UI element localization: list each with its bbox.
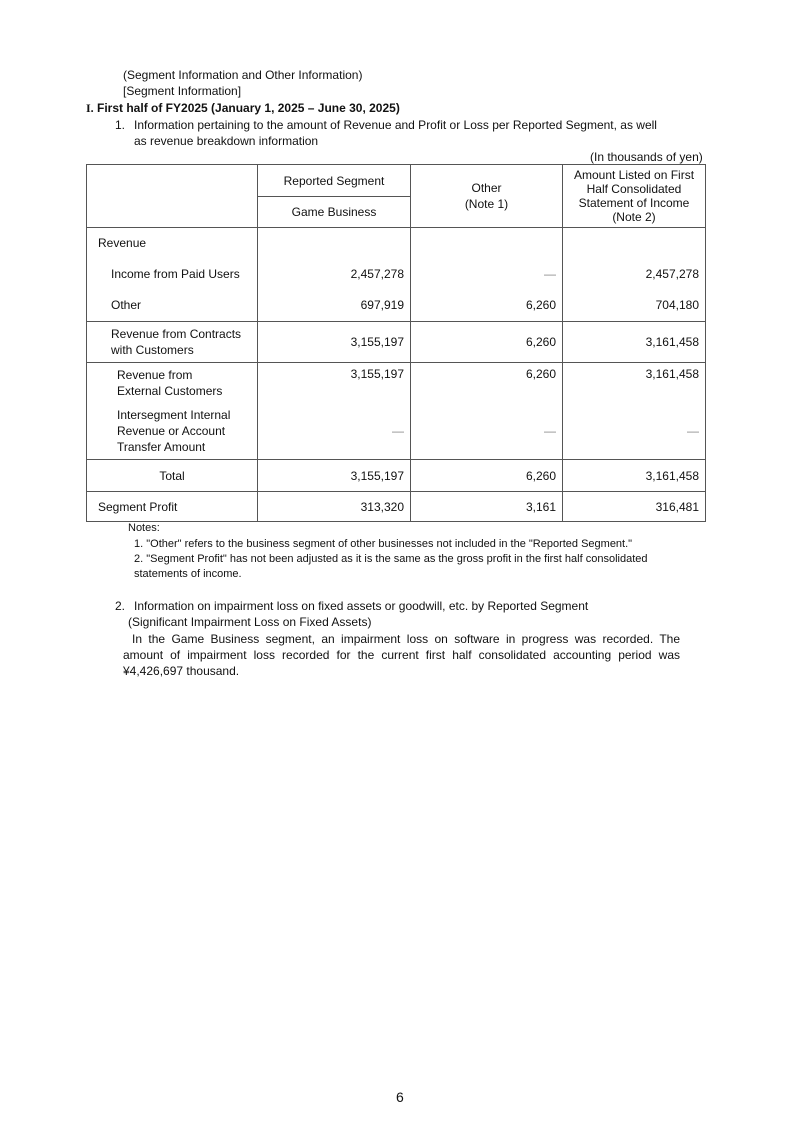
table-row (87, 403, 706, 460)
page-number: 6 (396, 1089, 404, 1105)
notes-title: Notes: (128, 522, 160, 534)
item1-text-line1: Information pertaining to the amount of Revenue and Profit or Loss per Reported Segment, as well (134, 118, 657, 132)
section-numeral: I. (86, 101, 94, 115)
header-amount-line1: Amount Listed on First (573, 168, 695, 182)
other-revenue-label: Other (87, 289, 258, 322)
paid-users-label: Income from Paid Users (87, 259, 258, 289)
segment-table (86, 164, 706, 522)
header-game-business: Game Business (258, 197, 411, 228)
other-revenue-amount: 704,180 (563, 289, 706, 322)
item2-paragraph: In the Game Business segment, an impairment loss on software in progress was recorded. The amount of impairment loss recorded for the current first half consolidated accounting period was ¥4,426,697 thousand. (123, 632, 680, 678)
empty-cell (411, 228, 563, 259)
intersegment-label-line1: Intersegment Internal (117, 407, 231, 422)
external-label (87, 363, 258, 403)
segment-profit-label: Segment Profit (87, 492, 258, 522)
intersegment-other: — (411, 403, 563, 460)
table-row (87, 228, 706, 259)
intersegment-label-line2: Revenue or Account (117, 423, 226, 438)
section-heading (86, 101, 400, 116)
unit-note: (In thousands of yen) (590, 150, 703, 164)
note-2-line2: statements of income. (134, 568, 242, 580)
intersegment-label-line3: Transfer Amount (117, 439, 206, 454)
revenue-label: Revenue (87, 228, 258, 259)
note-1: 1. "Other" refers to the business segment of other businesses not included in the "Reported Segment." (134, 538, 633, 550)
item2-subtitle: (Significant Impairment Loss on Fixed Assets) (128, 615, 372, 629)
header-other (411, 165, 563, 228)
header-amount-line2: Half Consolidated (586, 182, 682, 196)
external-label-line1: Revenue from (117, 367, 193, 382)
table-row (87, 322, 706, 363)
item1-text-line2: as revenue breakdown information (134, 134, 319, 148)
note-2-line1: 2. "Segment Profit" has not been adjusted as it is the same as the gross profit in the first half consolidated (134, 553, 648, 565)
external-game: 3,155,197 (258, 363, 411, 403)
empty-cell (258, 228, 411, 259)
total-amount: 3,161,458 (563, 460, 706, 492)
table-row (87, 259, 706, 289)
paid-users-game: 2,457,278 (258, 259, 411, 289)
paid-users-other: — (411, 259, 563, 289)
paid-users-amount: 2,457,278 (563, 259, 706, 289)
item2-number: 2. (115, 599, 126, 613)
external-other: 6,260 (411, 363, 563, 403)
header-amount-line4: (Note 2) (612, 210, 656, 224)
segment-profit-other: 3,161 (411, 492, 563, 522)
header-reported-segment: Reported Segment (258, 165, 411, 197)
table-row (87, 460, 706, 492)
contracts-label (87, 322, 258, 363)
contracts-label-line2: with Customers (111, 343, 194, 357)
segment-profit-game: 313,320 (258, 492, 411, 522)
empty-cell (563, 228, 706, 259)
header-amount-line3: Statement of Income (578, 196, 690, 210)
segment-profit-amount: 316,481 (563, 492, 706, 522)
intersegment-label (87, 403, 258, 460)
total-game: 3,155,197 (258, 460, 411, 492)
item2-title: Information on impairment loss on fixed assets or goodwill, etc. by Reported Segment (134, 599, 589, 613)
contracts-game: 3,155,197 (258, 322, 411, 363)
table-row (87, 492, 706, 522)
intersegment-game: — (258, 403, 411, 460)
header-other-line2: (Note 1) (464, 197, 509, 211)
header-amount-listed (563, 165, 706, 228)
item1-number: 1. (115, 118, 126, 132)
contracts-other: 6,260 (411, 322, 563, 363)
table-row (87, 289, 706, 322)
header-other-line1: Other (471, 181, 502, 195)
external-amount: 3,161,458 (563, 363, 706, 403)
contracts-label-line1: Revenue from Contracts (111, 327, 242, 341)
total-other: 6,260 (411, 460, 563, 492)
contracts-amount: 3,161,458 (563, 322, 706, 363)
segment-other-info-heading: (Segment Information and Other Information) (123, 68, 363, 82)
section-title: First half of FY2025 (January 1, 2025 – June 30, 2025) (97, 101, 400, 115)
segment-info-heading: [Segment Information] (123, 84, 242, 98)
table-row (87, 363, 706, 403)
table-header-row (87, 165, 706, 197)
other-revenue-other: 6,260 (411, 289, 563, 322)
other-revenue-game: 697,919 (258, 289, 411, 322)
intersegment-amount: — (563, 403, 706, 460)
external-label-line2: External Customers (117, 383, 223, 398)
header-blank-cell (87, 165, 258, 228)
total-label: Total (87, 460, 258, 492)
